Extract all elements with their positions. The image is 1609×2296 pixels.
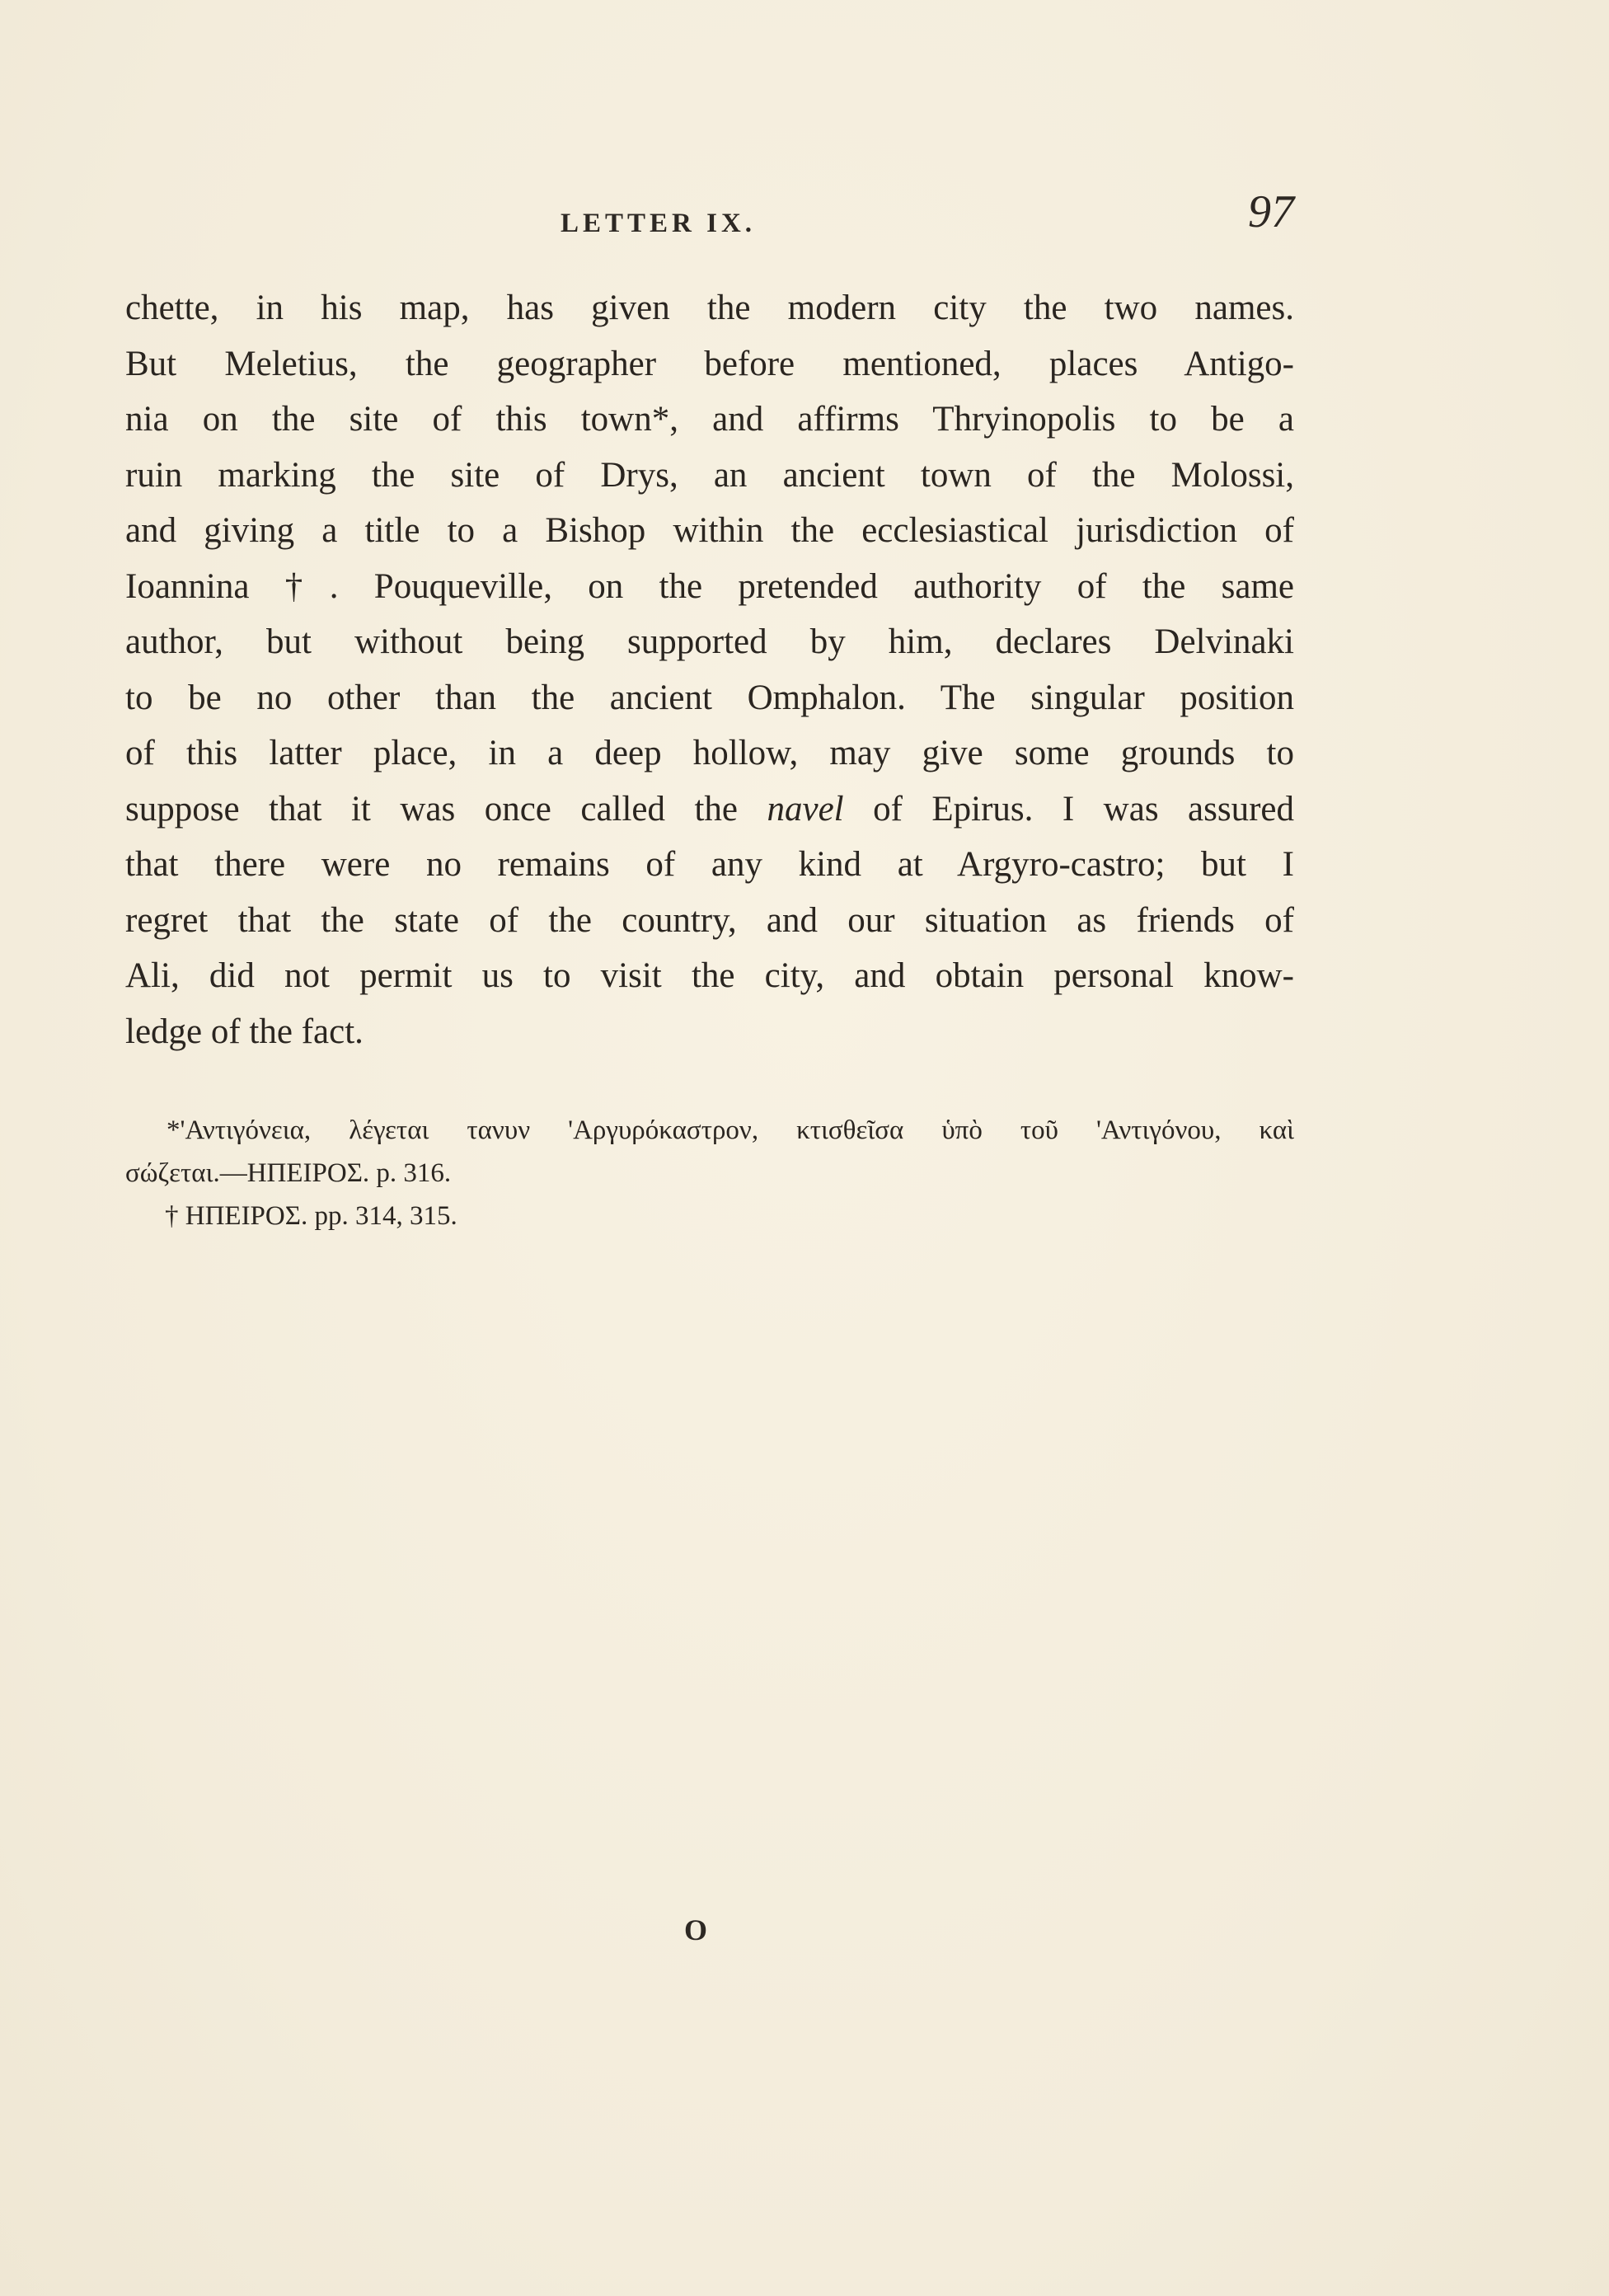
footnote-line: σώζεται.—ΗΠΕΙΡΟΣ. p. 316. [125, 1158, 452, 1188]
text-line: nia on the site of this town*, and affirms Thryinopolis to be a [125, 400, 1294, 439]
text-line: of this latter place, in a deep hollow, may give some grounds to [125, 734, 1294, 772]
footnote-line: *'Αντιγόνεια, λέγεται τανυν 'Αργυρόκαστρον, κτισθεῖσα ὑπὸ τοῦ 'Αντιγόνου, καὶ [167, 1115, 1294, 1145]
text-line: that there were no remains of any kind at Argyro-castro; but I [125, 845, 1294, 884]
text-line: chette, in his map, has given the modern city the two names. [125, 289, 1294, 327]
page-number: 97 [1248, 186, 1294, 237]
text-line: to be no other than the ancient Omphalon. The singular position [125, 678, 1294, 717]
text-line: But Meletius, the geographer before mentioned, places Antigo- [125, 344, 1294, 383]
body-text [125, 280, 1294, 1059]
signature-mark: O [684, 1913, 708, 1946]
italic-word: navel [767, 789, 844, 829]
text-line: Ali, did not permit us to visit the city, and obtain personal know- [125, 956, 1294, 995]
text-line: author, but without being supported by him, declares Delvinaki [125, 622, 1294, 661]
text-line: regret that the state of the country, and our situation as friends of [125, 900, 1294, 940]
text-line: ruin marking the site of Drys, an ancient town of the Molossi, [125, 455, 1294, 495]
footnotes [125, 1109, 1294, 1237]
text-line: ledge of the fact. [125, 1012, 364, 1051]
footnote-line: † ΗΠΕΙΡΟΣ. pp. 314, 315. [165, 1201, 457, 1231]
text-line: Ioannina †. Pouqueville, on the pretended authority of the same [125, 566, 1294, 606]
running-head: LETTER IX. [561, 209, 757, 238]
page-header [124, 185, 1294, 260]
text-line-with-italic: suppose that it was once called the navel of Epirus. I was assured [125, 789, 1294, 829]
text-line: and giving a title to a Bishop within the ecclesiastical jurisdiction of [125, 511, 1294, 550]
